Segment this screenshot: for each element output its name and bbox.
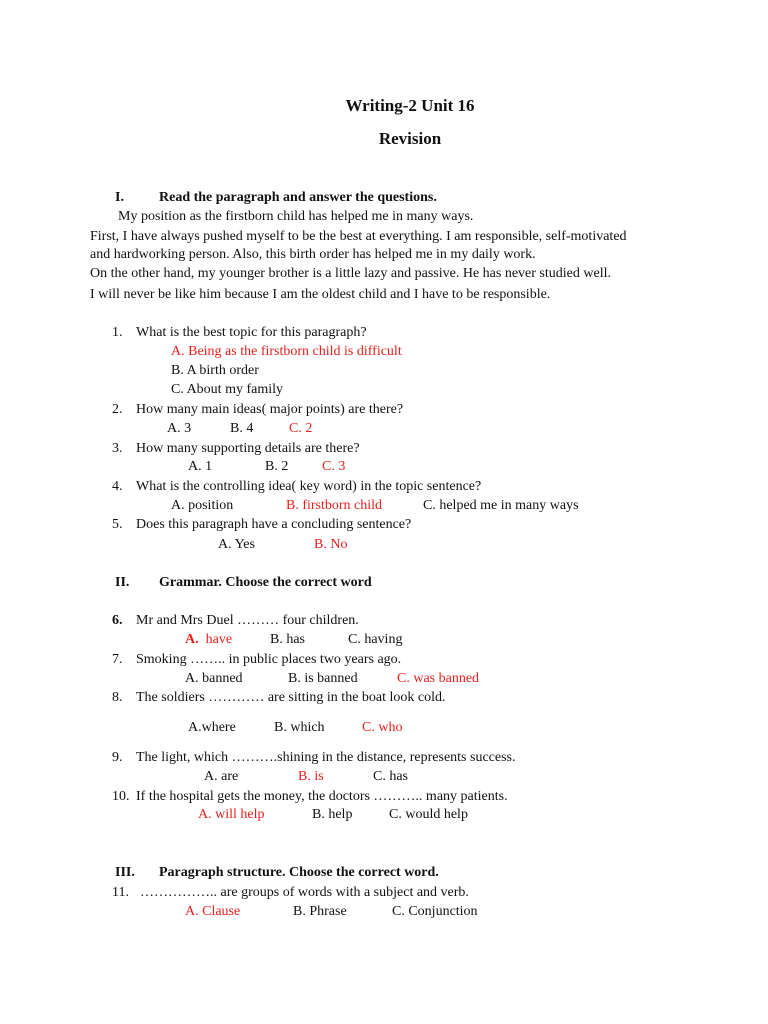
page-subtitle: Revision bbox=[378, 129, 442, 148]
question-number: 5. bbox=[112, 517, 123, 532]
q6-option-a-letter: A. bbox=[185, 632, 199, 647]
paragraph-line: First, I have always pushed myself to be the best at everything. I am responsible, self-motivated bbox=[90, 229, 627, 244]
section-2-number: II. bbox=[115, 575, 130, 590]
q7-option-c: C. was banned bbox=[397, 671, 480, 686]
page-title: Writing-2 Unit 16 bbox=[345, 96, 475, 115]
q8-option-c: C. who bbox=[362, 720, 403, 735]
section-1-number: I. bbox=[115, 190, 124, 205]
q11-option-c: C. Conjunction bbox=[392, 904, 478, 919]
q7-option-b: B. is banned bbox=[288, 671, 358, 686]
q5-option-a: A. Yes bbox=[218, 537, 255, 552]
question-5-text: Does this paragraph have a concluding sentence? bbox=[136, 517, 412, 532]
q5-option-b: B. No bbox=[314, 537, 348, 552]
q8-option-a: A.where bbox=[188, 720, 236, 735]
q6-option-a-word: have bbox=[205, 632, 233, 647]
question-11-text: …………….. are groups of words with a subject and verb. bbox=[140, 885, 469, 900]
section-3-heading: Paragraph structure. Choose the correct word. bbox=[159, 865, 439, 880]
q2-option-c: C. 2 bbox=[289, 421, 313, 436]
question-number: 6. bbox=[112, 613, 123, 628]
question-number: 8. bbox=[112, 690, 123, 705]
q4-option-b: B. firstborn child bbox=[286, 498, 383, 513]
question-number: 4. bbox=[112, 479, 123, 494]
question-3-text: How many supporting details are there? bbox=[136, 441, 360, 456]
question-2-text: How many main ideas( major points) are there? bbox=[136, 402, 404, 417]
question-6-text: Mr and Mrs Duel ……… four children. bbox=[136, 613, 359, 628]
q10-option-b: B. help bbox=[312, 807, 353, 822]
q7-option-a: A. banned bbox=[185, 671, 243, 686]
q4-option-a: A. position bbox=[171, 498, 234, 513]
paragraph-line: I will never be like him because I am the oldest child and I have to be responsible. bbox=[90, 287, 551, 302]
q2-option-a: A. 3 bbox=[167, 421, 192, 436]
question-7-text: Smoking …….. in public places two years ago. bbox=[136, 652, 402, 667]
question-number: 3. bbox=[112, 441, 123, 456]
q9-option-b: B. is bbox=[298, 769, 324, 784]
paragraph-line: and hardworking person. Also, this birth order has helped me in my daily work. bbox=[90, 247, 536, 262]
q10-option-a: A. will help bbox=[198, 807, 265, 822]
question-number: 2. bbox=[112, 402, 123, 417]
q11-option-b: B. Phrase bbox=[293, 904, 347, 919]
question-number: 9. bbox=[112, 750, 123, 765]
question-number: 1. bbox=[112, 325, 123, 340]
section-3-number: III. bbox=[115, 865, 135, 880]
question-9-text: The light, which ……….shining in the distance, represents success. bbox=[136, 750, 516, 765]
q3-option-b: B. 2 bbox=[265, 459, 289, 474]
q8-option-b: B. which bbox=[274, 720, 325, 735]
q3-option-a: A. 1 bbox=[188, 459, 213, 474]
q10-option-c: C. would help bbox=[389, 807, 468, 822]
q6-option-a bbox=[185, 632, 232, 648]
q2-option-b: B. 4 bbox=[230, 421, 254, 436]
section-1-heading: Read the paragraph and answer the questions. bbox=[159, 190, 437, 205]
q3-option-c: C. 3 bbox=[322, 459, 346, 474]
paragraph-line: My position as the firstborn child has helped me in many ways. bbox=[118, 209, 474, 224]
q6-option-b: B. has bbox=[270, 632, 305, 647]
q1-option-c: C. About my family bbox=[171, 382, 283, 397]
section-2-heading: Grammar. Choose the correct word bbox=[159, 575, 372, 590]
paragraph-line: On the other hand, my younger brother is a little lazy and passive. He has never studied well. bbox=[90, 266, 611, 281]
question-number: 10. bbox=[112, 789, 130, 804]
q6-option-c: C. having bbox=[348, 632, 403, 647]
q9-option-c: C. has bbox=[373, 769, 408, 784]
question-number: 7. bbox=[112, 652, 123, 667]
question-8-text: The soldiers ………… are sitting in the boat look cold. bbox=[136, 690, 446, 705]
q1-option-a: A. Being as the firstborn child is difficult bbox=[171, 344, 402, 359]
q1-option-b: B. A birth order bbox=[171, 363, 259, 378]
question-number: 11. bbox=[112, 885, 129, 900]
question-1-text: What is the best topic for this paragraph? bbox=[136, 325, 367, 340]
q11-option-a: A. Clause bbox=[185, 904, 241, 919]
question-4-text: What is the controlling idea( key word) in the topic sentence? bbox=[136, 479, 482, 494]
q9-option-a: A. are bbox=[204, 769, 239, 784]
question-10-text: If the hospital gets the money, the doctors ……….. many patients. bbox=[136, 789, 508, 804]
q4-option-c: C. helped me in many ways bbox=[423, 498, 579, 513]
